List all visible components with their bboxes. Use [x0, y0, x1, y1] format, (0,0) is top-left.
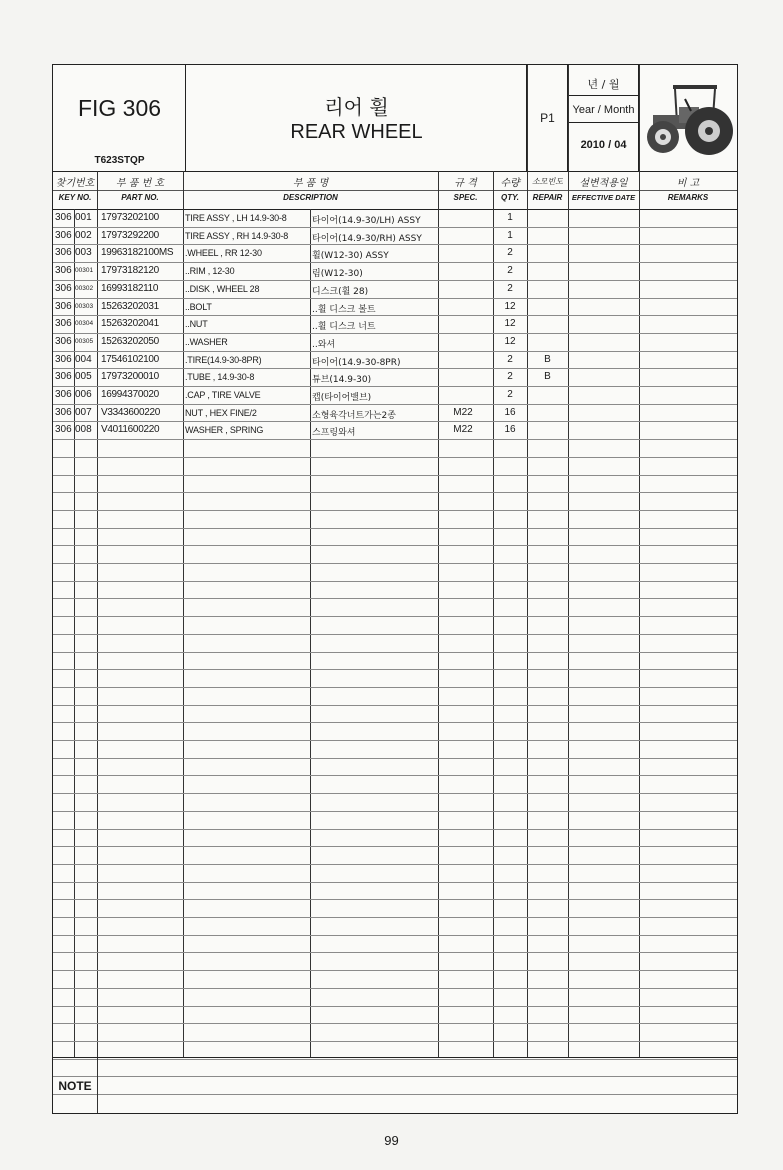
description-ko: 타이어(14.9-30-8PR): [312, 357, 401, 368]
tractor-icon: [639, 65, 737, 171]
description-en: TIRE ASSY , RH 14.9-30-8: [185, 230, 289, 241]
table-row: [53, 368, 737, 386]
description-en: .CAP , TIRE VALVE: [185, 390, 261, 400]
table-row: [53, 351, 737, 369]
quantity: 2: [507, 282, 513, 294]
tractor-illustration: [639, 65, 737, 171]
column-description-ko: 부 품 명: [292, 178, 329, 189]
description-ko: 디스크(휠 28): [312, 286, 369, 297]
key-suffix: 008: [75, 424, 92, 436]
key-suffix: 001: [75, 212, 92, 223]
column-part-no: [97, 171, 183, 209]
key-prefix: 306: [55, 212, 72, 223]
key-suffix: 007: [75, 406, 92, 418]
description-en: NUT , HEX FINE/2: [185, 407, 257, 418]
column-qty-en: QTY.: [501, 193, 519, 202]
description-en: ..RIM , 12-30: [185, 266, 235, 277]
part-number: V3343600220: [101, 406, 160, 418]
quantity: 12: [504, 318, 516, 330]
key-suffix: 004: [75, 353, 92, 365]
title-cell: [186, 65, 527, 171]
year-month-label: Year / Month: [572, 104, 635, 116]
table-row: [53, 333, 737, 351]
quantity: 1: [507, 212, 513, 223]
key-suffix: 00304: [75, 320, 94, 328]
description-en: ..WASHER: [185, 336, 228, 347]
quantity: 2: [507, 389, 513, 400]
spec: M22: [453, 424, 473, 436]
part-number: 17973200010: [101, 371, 159, 383]
page-code: P1: [540, 111, 555, 125]
column-remarks: [639, 171, 737, 209]
table-row: [53, 421, 737, 439]
table-row: [53, 209, 737, 227]
table-row: [53, 244, 737, 262]
key-suffix: 00303: [75, 302, 94, 310]
spec: M22: [453, 406, 473, 418]
key-suffix: 006: [75, 389, 92, 400]
part-number: 16993182110: [101, 282, 159, 294]
column-description: [183, 171, 438, 209]
column-remarks-ko: 비 고: [676, 178, 700, 189]
table-row: [53, 315, 737, 333]
column-effective-date-ko: 설변적용일: [579, 178, 628, 189]
table-row: [53, 227, 737, 245]
column-part-no-ko: 부 품 번 호: [115, 178, 165, 189]
key-suffix: 003: [75, 247, 92, 259]
description-ko: 스프링와셔: [312, 428, 356, 439]
column-qty: [493, 171, 527, 209]
key-prefix: 306: [55, 335, 72, 347]
table-row: [53, 404, 737, 422]
key-prefix: 306: [55, 229, 72, 241]
key-prefix: 306: [55, 353, 72, 365]
quantity: 16: [504, 406, 516, 418]
column-part-no-en: PART NO.: [121, 193, 159, 202]
part-number: 17973182120: [101, 265, 159, 277]
page-cell: [527, 65, 568, 171]
description-ko: 휠(W12-30) ASSY: [312, 251, 389, 262]
description-ko: 튜브(14.9-30): [312, 375, 372, 386]
key-prefix: 306: [55, 371, 72, 383]
column-remarks-en: REMARKS: [667, 193, 709, 202]
description-en: ..DISK , WHEEL 28: [185, 283, 260, 294]
key-prefix: 306: [55, 318, 72, 330]
table-row: [53, 262, 737, 280]
key-prefix: 306: [55, 265, 72, 277]
table-row: [53, 386, 737, 404]
title-korean: 리어 휠: [324, 95, 389, 119]
column-qty-ko: 수량: [500, 178, 520, 189]
key-prefix: 306: [55, 389, 72, 400]
description-en: .TIRE(14.9-30-8PR): [185, 354, 262, 365]
year-month-korean: 년 / 월: [587, 78, 620, 91]
description-ko: 소형육각너트가는2종: [312, 410, 396, 421]
key-suffix: 00302: [75, 284, 94, 292]
year-month-cell: [568, 65, 639, 171]
part-number: V4011600220: [101, 424, 160, 436]
key-prefix: 306: [55, 300, 72, 312]
part-number: 19963182100MS: [101, 247, 174, 259]
column-spec-en: SPEC.: [453, 193, 478, 202]
fig-cell: [53, 65, 186, 171]
year-month-value: 2010 / 04: [580, 139, 627, 151]
quantity: 16: [504, 424, 516, 436]
key-prefix: 306: [55, 247, 72, 259]
quantity: 2: [507, 247, 513, 259]
repair-code: B: [544, 371, 551, 383]
repair-code: B: [544, 353, 551, 365]
part-number: 15263202031: [101, 300, 159, 312]
description-en: .TUBE , 14.9-30-8: [185, 372, 255, 383]
description-ko: 타이어(14.9-30/LH) ASSY: [312, 216, 421, 226]
key-prefix: 306: [55, 406, 72, 418]
note-label: NOTE: [58, 1079, 92, 1093]
key-suffix: 002: [75, 229, 92, 241]
model-code: T623STQP: [94, 155, 145, 166]
description-en: .WHEEL , RR 12-30: [185, 248, 262, 259]
column-key-no-ko: 찾기번호: [55, 178, 95, 189]
column-key-no: [53, 171, 97, 209]
title-english: REAR WHEEL: [290, 121, 423, 143]
page-number: 99: [384, 1133, 399, 1148]
description-ko: 타이어(14.9-30/RH) ASSY: [312, 233, 422, 244]
key-suffix: 00301: [75, 267, 94, 275]
quantity: 2: [507, 353, 513, 365]
part-number: 17973202100: [101, 212, 159, 223]
key-suffix: 00305: [75, 337, 94, 345]
column-repair-en: REPAIR: [532, 193, 563, 202]
part-number: 17973292200: [101, 229, 159, 241]
part-number: 16994370020: [101, 389, 159, 400]
column-effective-date: [568, 171, 639, 209]
column-spec: [438, 171, 493, 209]
part-number: 17546102100: [101, 353, 159, 365]
description-ko: ..휠 디스크 볼트: [312, 304, 376, 315]
key-suffix: 005: [75, 371, 92, 383]
quantity: 2: [507, 265, 513, 277]
table-row: [53, 280, 737, 298]
key-prefix: 306: [55, 282, 72, 294]
table-row: [53, 298, 737, 316]
column-repair-ko: 소모빈도: [532, 177, 563, 186]
description-en: WASHER , SPRING: [185, 425, 264, 436]
description-en: TIRE ASSY , LH 14.9-30-8: [185, 213, 287, 223]
quantity: 1: [507, 229, 513, 241]
fig-number: FIG 306: [77, 95, 162, 121]
description-ko: ..휠 디스크 너트: [312, 322, 376, 333]
column-description-en: DESCRIPTION: [283, 193, 338, 202]
column-repair: [527, 171, 568, 209]
column-effective-date-en: EFFECTIVE DATE: [571, 193, 636, 202]
description-ko: 림(W12-30): [312, 269, 363, 280]
parts-list-frame: [52, 64, 738, 1114]
description-ko: ..와셔: [312, 339, 336, 350]
quantity: 12: [504, 335, 516, 347]
description-ko: 캡(타이어밸브): [312, 393, 372, 403]
quantity: 12: [504, 300, 516, 312]
part-number: 15263202041: [101, 318, 159, 330]
part-number: 15263202050: [101, 335, 159, 347]
description-en: ..BOLT: [185, 301, 212, 312]
column-key-no-en: KEY NO.: [58, 193, 92, 202]
column-spec-ko: 규 격: [454, 178, 477, 189]
key-prefix: 306: [55, 424, 72, 436]
description-en: ..NUT: [185, 319, 208, 330]
quantity: 2: [507, 371, 513, 383]
